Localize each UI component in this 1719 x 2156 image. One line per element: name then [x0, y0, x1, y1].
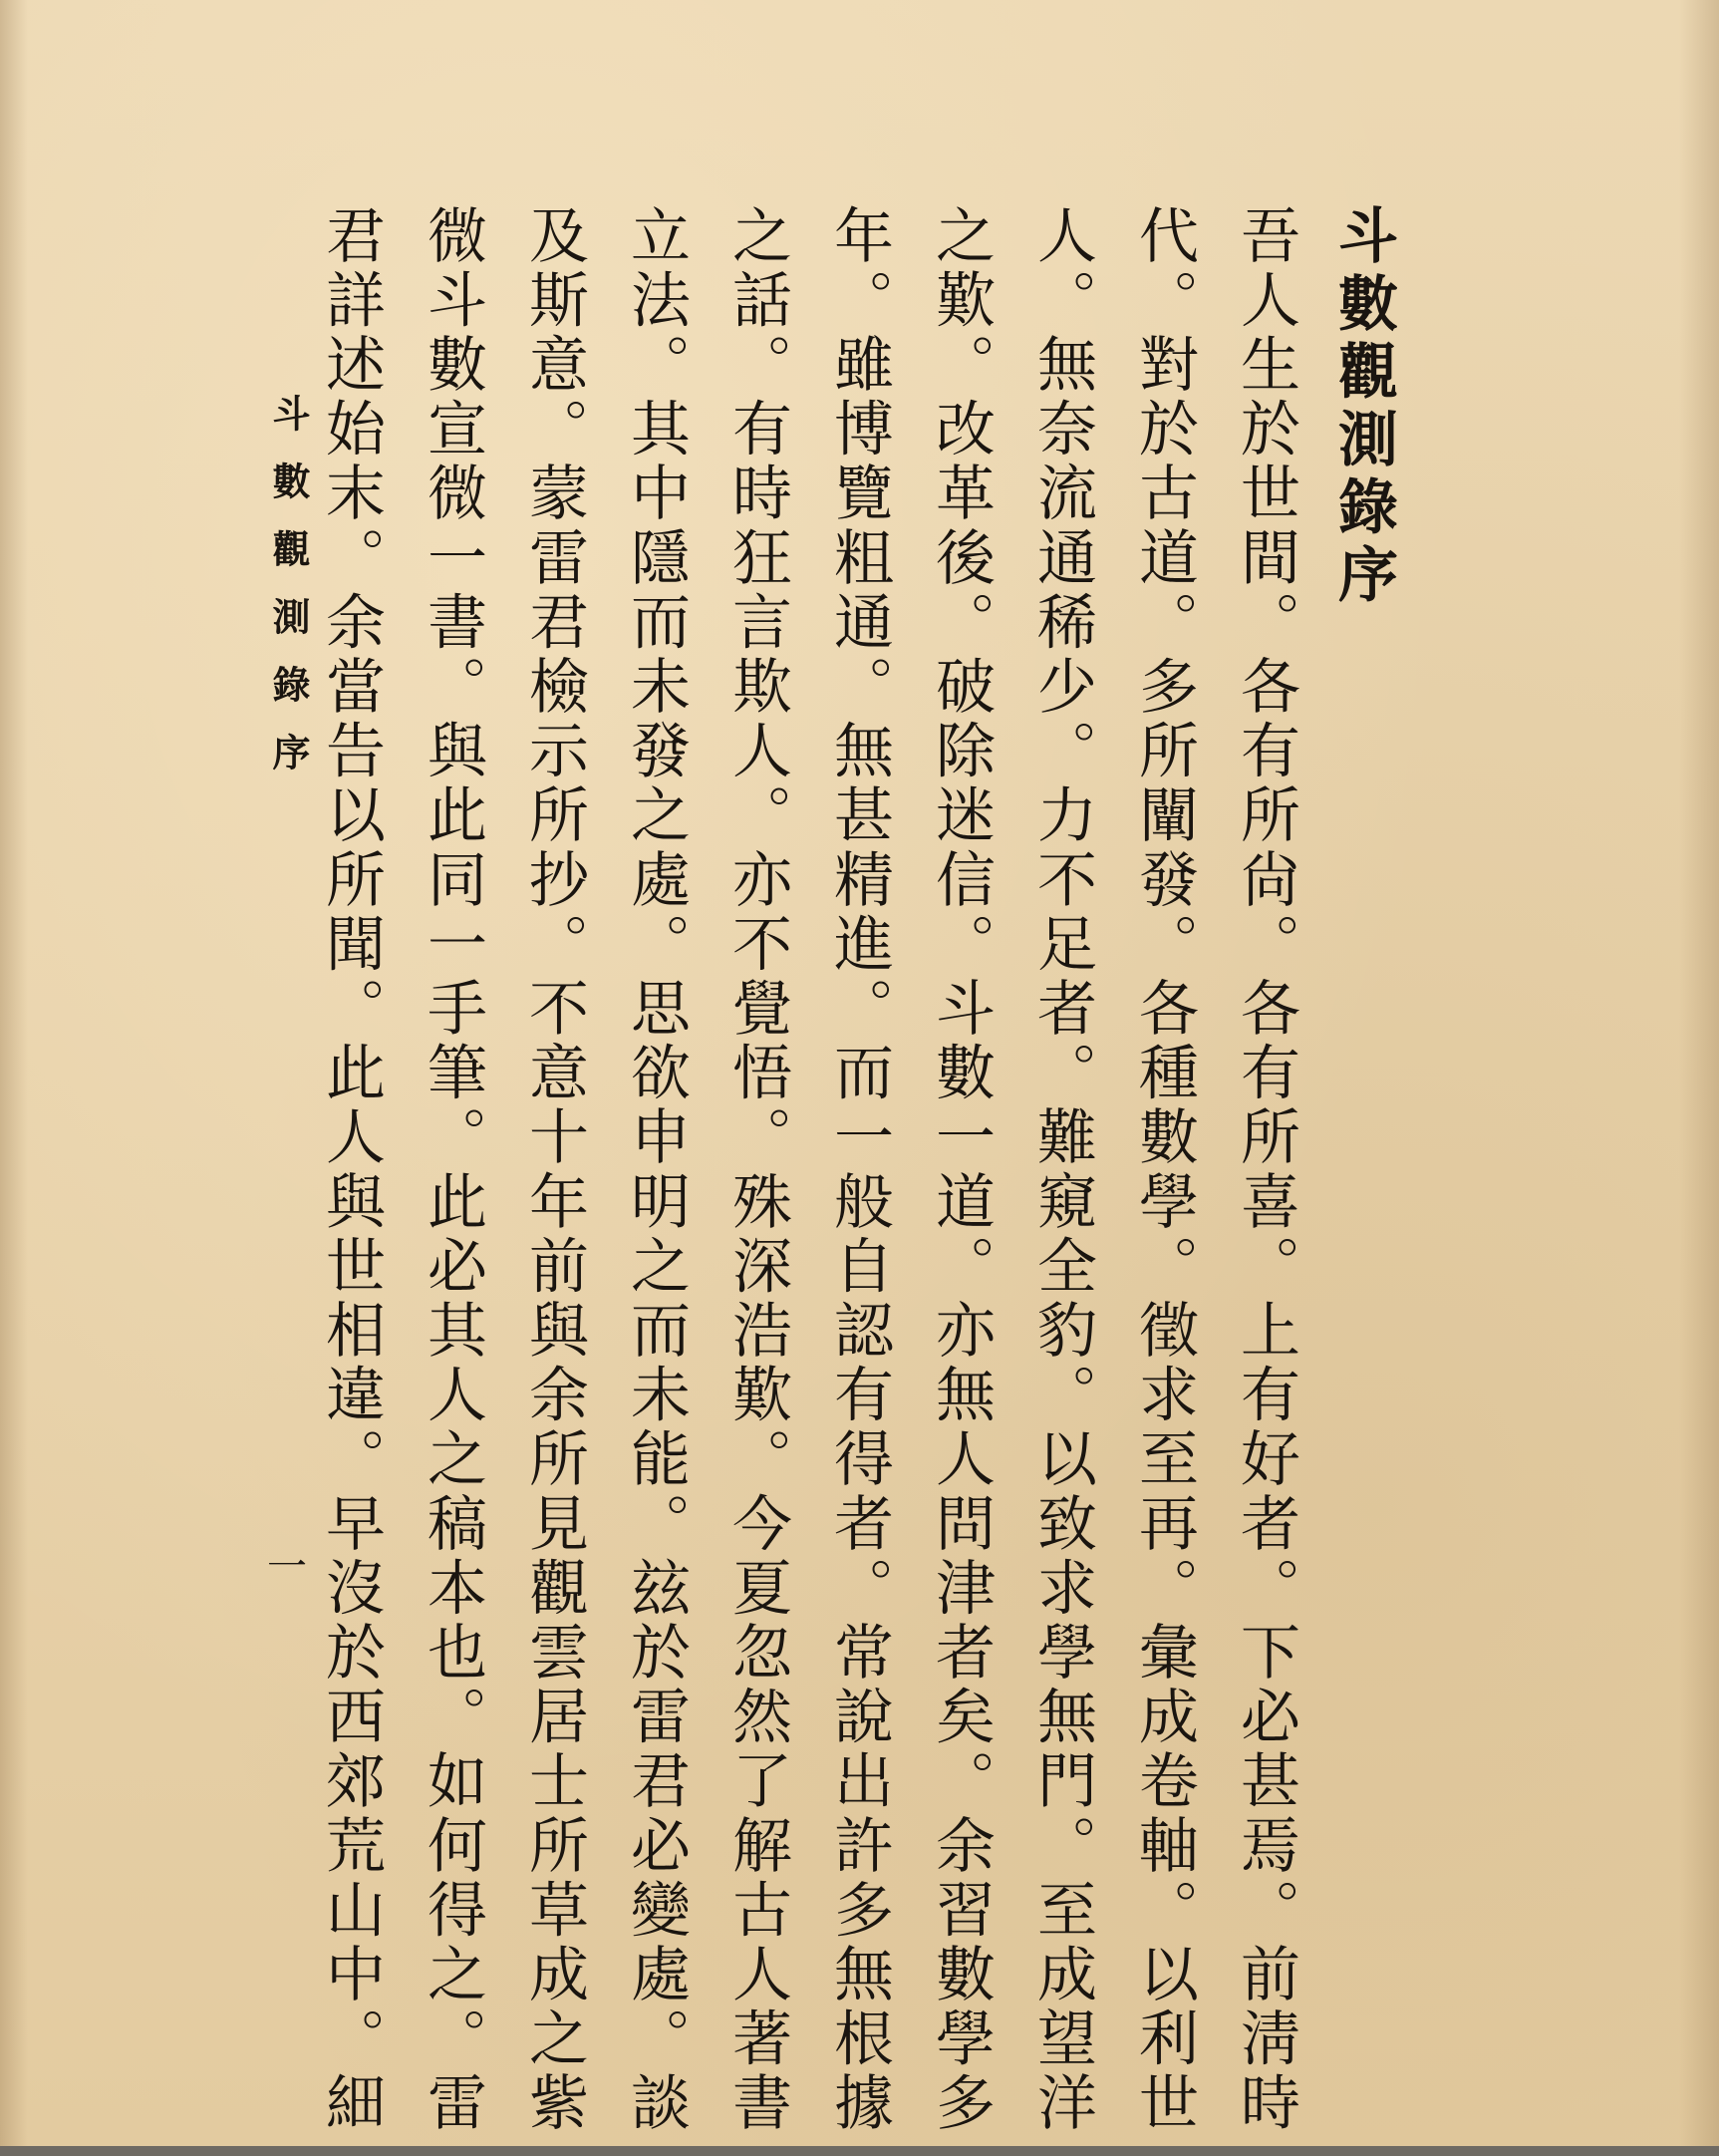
text-column-9: 微斗數宣微一書。與此同一手筆。此必其人之稿本也。如何得之。雷 [418, 204, 487, 2136]
running-title: 斗數觀測錄序 [266, 394, 311, 800]
text-column-7: 立法。其中隱而未發之處。思欲申明之而未能。玆於雷君必變處。談 [621, 204, 691, 2136]
scan-bottom-border [0, 2146, 1719, 2156]
page-edge-shadow-left [0, 0, 28, 2156]
text-column-8: 及斯意。蒙雷君檢示所抄。不意十年前與余所見觀雲居士所草成之紫 [519, 204, 589, 2136]
text-column-2: 代。對於古道。多所闡發。各種數學。徵求至再。彙成卷軸。以利世 [1129, 204, 1199, 2136]
preface-title: 斗數觀測錄序 [1328, 204, 1398, 611]
page-number: 一 [267, 1544, 307, 1590]
text-column-6: 之話。有時狂言欺人。亦不覺悟。殊深浩歎。今夏忽然了解古人著書 [722, 204, 792, 2136]
page-edge-shadow-right [1679, 0, 1719, 2156]
text-column-3: 人。無奈流通稀少。力不足者。難窺全豹。以致求學無門。至成望洋 [1027, 204, 1097, 2136]
text-column-1: 吾人生於世間。各有所尙。各有所喜。上有好者。下必甚焉。前淸時 [1231, 204, 1300, 2136]
text-column-5: 年。雖博覽粗通。無甚精進。而一般自認有得者。常說出許多無根據 [824, 204, 894, 2136]
text-column-10: 君詳述始末。余當告以所聞。此人與世相違。早沒於西郊荒山中。細 [316, 204, 386, 2136]
text-column-4: 之歎。改革後。破除迷信。斗數一道。亦無人問津者矣。余習數學多 [926, 204, 996, 2136]
